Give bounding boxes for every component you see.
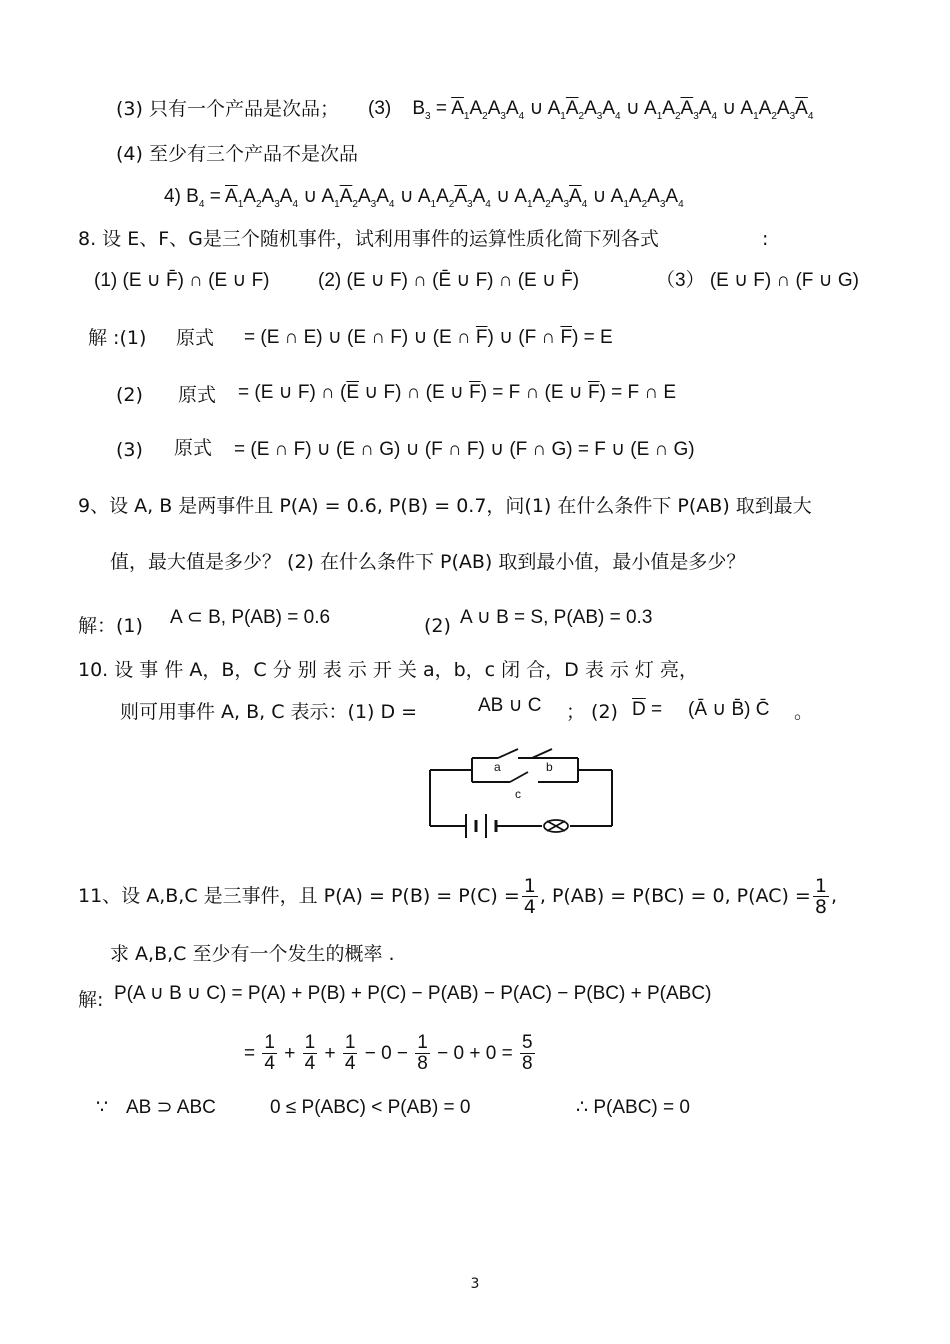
q11-solution-label: 解: — [78, 989, 104, 1011]
q8-sol2-tag: (2) — [116, 384, 143, 406]
switch-b-label: b — [546, 760, 553, 774]
circuit-diagram — [428, 748, 616, 840]
q10-separator: ； (2) — [566, 701, 618, 723]
q8-sol1-formula: = (E ∩ E) ∪ (E ∩ F) ∪ (E ∩ $\overline{F}$) ∪ (F ∩ $\overline{F}) = E$ — [244, 327, 613, 348]
q11-therefore: ∴ P(ABC) = 0 — [576, 1097, 690, 1118]
q8-sol1-yuanshi: 原式 — [176, 327, 215, 349]
switch-c-label: c — [515, 787, 521, 801]
q10-answer2: (Ā ∪ B̄) C̄ — [688, 699, 770, 720]
switch-c — [510, 772, 528, 782]
q9-line2: 值，最大值是多少？ (2) 在什么条件下 P(AB) 取到最小值，最小值是多少？ — [110, 551, 746, 573]
q9-sol1: A ⊂ B, P(AB) = 0.6 — [170, 607, 331, 628]
q9-line1: 9、设 A, B 是两事件且 P(A) = 0.6, P(B) = 0.7，问(1) 在什么条件下 P(AB) 取到最大 — [78, 495, 812, 517]
q8-sol3-formula: = (E ∩ F) ∪ (E ∩ G) ∪ (F ∩ F) ∪ (F ∩ G) = F ∪ (E ∩ G) — [234, 439, 695, 460]
q11-fact2: 0 ≤ P(ABC) < P(AB) = 0 — [270, 1097, 471, 1118]
fraction-one-quarter: $\frac{1}{4}$ — [523, 875, 536, 918]
q9-solution-label: 解：(1) — [78, 615, 143, 637]
q7-part4-label: (4) 至少有三个产品不是次品 — [116, 143, 358, 165]
q8-colon: : — [762, 228, 769, 250]
switch-b — [532, 749, 552, 758]
lamp-icon — [544, 820, 568, 832]
q11-sol-line2: = $\frac{1}{4}$ + $\frac{1}{4}$ + $\frac{1}{4}$ − 0 − $\frac{1}{8}$ − 0 + 0 = $\frac{5}{8}$ — [244, 1032, 533, 1075]
q8-sol3-tag: (3) — [116, 439, 143, 461]
switch-a — [498, 749, 518, 758]
q10-dbar: $\overline{D}$ = — [632, 699, 663, 720]
q7-part3-formula: (3) $B_3 = \overline{A}_1A_2A_3A_4$ ∪ $A_1\overline{A}_2A_3A_4$ ∪ $A_1A_2\overline{A}_3A_4$ ∪ $A_1A_2A_3\overline{A}_4$ — [368, 98, 814, 122]
q8-expr2: (2) (E ∪ F) ∩ (Ē ∪ F) ∩ (E ∪ F̄) — [318, 270, 580, 291]
q10-line1: 10. 设 事 件 A，B，C 分 别 表 示 开 关 a，b，c 闭 合，D 表 示 灯 亮， — [78, 659, 698, 681]
q8-stem: 8. 设 E、F、G是三个随机事件，试利用事件的运算性质化简下列各式 — [78, 228, 659, 250]
q8-expr3: （3） (E ∪ F) ∩ (F ∪ G) — [656, 270, 859, 291]
q11-fact1: AB ⊃ ABC — [126, 1097, 216, 1118]
q7-part3-label: (3) 只有一个产品是次品； — [116, 98, 339, 120]
switch-a-label: a — [494, 760, 501, 774]
q8-expr1: (1) (E ∪ F̄) ∩ (E ∪ F) — [94, 270, 270, 291]
q10-end: 。 — [794, 701, 814, 723]
q11-line1: 11、设 A,B,C 是三事件，且 P(A) = P(B) = P(C) = $\frac{1}{4}$ , P(AB) = P(BC) = 0, P(AC) = $\frac{1}{8}$ , — [78, 875, 837, 918]
fraction-one-eighth: $\frac{1}{8}$ — [814, 875, 827, 918]
q9-sol2: A ∪ B = S, P(AB) = 0.3 — [460, 607, 653, 628]
q10-line2-prefix: 则可用事件 A, B, C 表示：(1) D = — [120, 701, 418, 723]
page-number: 3 — [470, 1276, 480, 1292]
q8-sol3-yuanshi: 原式 — [174, 437, 213, 459]
q10-answer1: AB ∪ C — [478, 695, 542, 716]
q9-sol2-tag: (2) — [424, 615, 451, 637]
q11-sol-line1: P(A ∪ B ∪ C) = P(A) + P(B) + P(C) − P(AB) − P(AC) − P(BC) + P(ABC) — [114, 983, 712, 1004]
q8-sol2-yuanshi: 原式 — [178, 384, 217, 406]
q7-part4-formula: 4) $B_4 = \overline{A}_1A_2A_3A_4$ ∪ $A_1\overline{A}_2A_3A_4$ ∪ $A_1A_2\overline{A}_3A_4$ ∪ $A_1A_2A_3\overline{A}_4$ ∪ $A_1A_2A_3A_4$ — [164, 186, 684, 210]
q8-solution-label: 解 :(1) — [88, 327, 147, 349]
q11-line2: 求 A,B,C 至少有一个发生的概率 . — [110, 943, 395, 965]
q11-because: ∵ — [96, 1097, 109, 1118]
q8-sol2-formula: = (E ∪ F) ∩ ($\overline{E}$ ∪ F) ∩ (E ∪ $\overline{F}) = F$ ∩ (E ∪ $\overline{F}) = F$ ∩ E — [238, 382, 677, 403]
battery-icon — [466, 814, 496, 838]
